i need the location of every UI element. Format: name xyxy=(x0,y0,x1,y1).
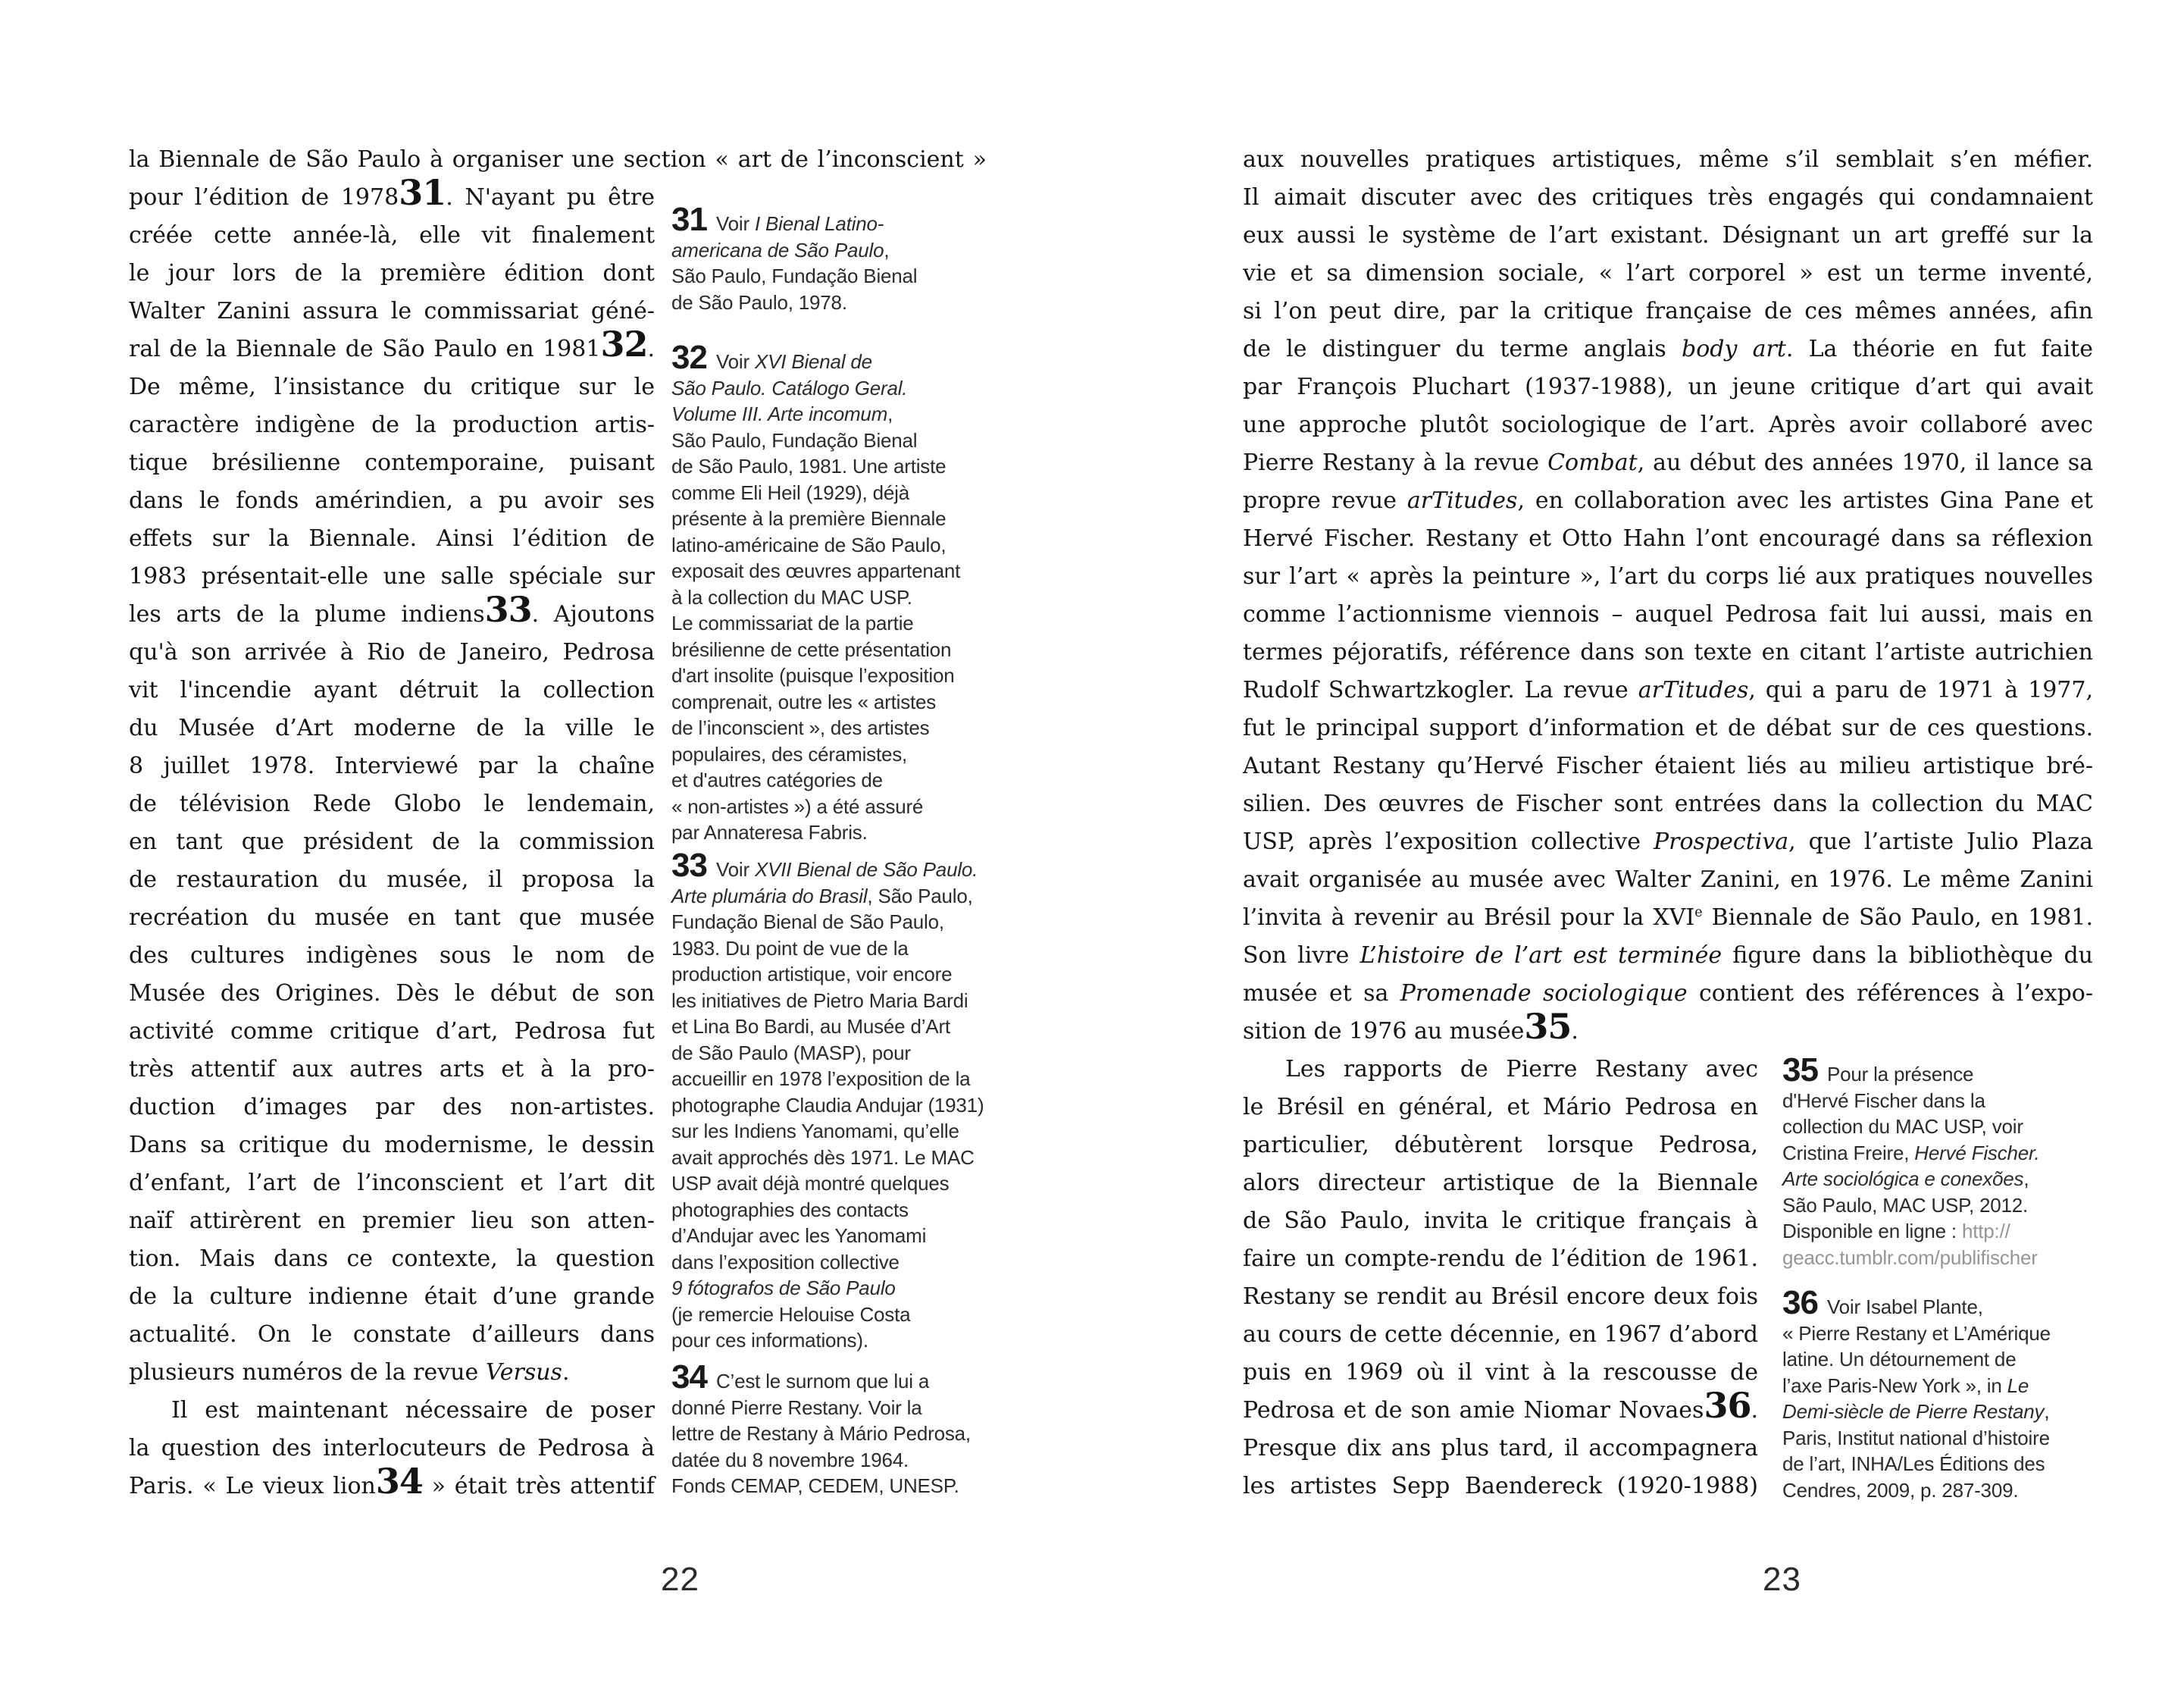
text-line: naïf attirèrent en premier lieu son atten- xyxy=(129,1208,655,1234)
text-line: sition de 1976 au musée35. xyxy=(1243,1006,1579,1047)
text-line: de São Paulo, invita le critique français à xyxy=(1243,1208,1758,1234)
footnote-line: USP avait déjà montré quelques xyxy=(671,1172,950,1195)
text-line: comme l’actionnisme viennois – auquel Pedrosa fait lui aussi, mais en xyxy=(1243,601,2093,628)
text-line: le Brésil en général, et Mário Pedrosa en xyxy=(1243,1094,1758,1120)
footnote-line: Arte plumária do Brasil, São Paulo, xyxy=(671,884,973,907)
footnote-34 xyxy=(671,1358,1020,1499)
text-line: plusieurs numéros de la revue Versus. xyxy=(129,1359,570,1386)
footnote-line: d’Andujar avec les Yanomami xyxy=(671,1224,927,1247)
footnote-line: populaires, des céramistes, xyxy=(671,742,908,766)
footnote-36 xyxy=(1782,1284,2131,1503)
text-line: Les rapports de Pierre Restany avec xyxy=(1285,1056,1758,1082)
footnote-line: datée du 8 novembre 1964. xyxy=(671,1448,909,1471)
text-line: Pierre Restany à la revue Combat, au début des années 1970, il lance sa xyxy=(1243,450,2093,476)
text-line: vit l'incendie ayant détruit la collection xyxy=(129,677,655,703)
footnote-line: avait approchés dès 1971. Le MAC xyxy=(671,1145,975,1169)
footnote-line: sur les Indiens Yanomami, qu’elle xyxy=(671,1120,959,1142)
text-line: Musée des Origines. Dès le début de son xyxy=(129,980,655,1007)
text-line: l’invita à revenir au Brésil pour la XVIe Biennale de São Paulo, en 1981. xyxy=(1243,904,2093,931)
text-line: de télévision Rede Globo le lendemain, xyxy=(129,791,655,817)
footnote-line: 32 Voir XVI Bienal de xyxy=(671,339,872,376)
footnote-number: 35 xyxy=(1782,1051,1818,1089)
footnote-line: donné Pierre Restany. Voir la xyxy=(671,1396,922,1419)
footnote-ref: 33 xyxy=(484,589,532,630)
text-line: Hervé Fischer. Restany et Otto Hahn l’ont encouragé dans sa réflexion xyxy=(1243,525,2093,552)
footnote-33 xyxy=(671,847,1020,1354)
footnote-line: de São Paulo, 1978. xyxy=(671,290,847,314)
text-line: eux aussi le système de l’art existant. Désignant un art greffé sur la xyxy=(1243,222,2093,249)
text-line: sur l’art « après la peinture », l’art du corps lié aux pratiques nouvelles xyxy=(1243,563,2093,590)
page-22-main-text-column xyxy=(129,172,656,1505)
text-line: Restany se rendit au Brésil encore deux fois xyxy=(1243,1283,1758,1310)
footnote-number: 34 xyxy=(671,1358,707,1396)
footnote-line: 35 Pour la présence xyxy=(1782,1051,1974,1089)
page-number-left: 22 xyxy=(661,1561,699,1598)
footnote-ref: 31 xyxy=(399,172,446,213)
text-line: du Musée d’Art moderne de la ville le xyxy=(129,715,655,741)
text-line: le jour lors de la première édition dont xyxy=(129,260,655,287)
footnote-line: 34 C’est le surnom que lui a xyxy=(671,1358,930,1396)
footnote-line: l’axe Paris-New York », in Le xyxy=(1782,1374,2029,1397)
footnote-line: Fundação Bienal de São Paulo, xyxy=(671,910,944,933)
footnote-line: « Pierre Restany et L’Amérique xyxy=(1782,1321,2051,1345)
text-line: de la culture indienne était d’une grande xyxy=(129,1283,655,1310)
text-line: avait organisée au musée avec Walter Zanini, en 1976. Le même Zanini xyxy=(1243,866,2093,893)
text-line: par François Pluchart (1937-1988), un jeune critique d’art qui avait xyxy=(1243,374,2093,400)
footnote-line: « non-artistes ») a été assuré xyxy=(671,794,924,818)
text-line: la question des interlocuteurs de Pedrosa à xyxy=(129,1435,655,1461)
text-line: recréation du musée en tant que musée xyxy=(129,904,655,931)
url-link: http:// xyxy=(1961,1220,2010,1242)
footnote-line: dans l’exposition collective xyxy=(671,1250,900,1273)
url-link: geacc.tumblr.com/publifischer xyxy=(1782,1245,2038,1269)
footnote-line: 9 fótografos de São Paulo xyxy=(671,1277,896,1299)
text-line: vie et sa dimension sociale, « l’art corporel » est un terme inventé, xyxy=(1243,260,2093,287)
footnote-number: 36 xyxy=(1782,1284,1818,1321)
text-line: Pedrosa et de son amie Niomar Novaes36. xyxy=(1243,1385,1758,1426)
footnote-line: pour ces informations). xyxy=(671,1329,868,1352)
text-line: créée cette année-là, elle vit finalement xyxy=(129,222,655,249)
text-line: qu'à son arrivée à Rio de Janeiro, Pedrosa xyxy=(129,639,655,666)
footnote-line: présente à la première Biennale xyxy=(671,507,947,530)
page-23-footnotes-column xyxy=(1782,0,2131,1701)
footnote-line: Volume III. Arte incomum, xyxy=(671,403,893,425)
text-line: activité comme critique d’art, Pedrosa fut xyxy=(129,1018,655,1045)
text-line: alors directeur artistique de la Biennale xyxy=(1243,1170,1758,1196)
footnote-line: Paris, Institut national d’histoire xyxy=(1782,1426,2050,1449)
text-line: Son livre L’histoire de l’art est terminée figure dans la bibliothèque du xyxy=(1243,942,2093,969)
text-line: 1983 présentait-elle une salle spéciale sur xyxy=(129,563,655,590)
footnote-32 xyxy=(671,339,1020,846)
footnote-line: latino-américaine de São Paulo, xyxy=(671,533,947,556)
footnote-line: Cendres, 2009, p. 287-309. xyxy=(1782,1478,2019,1502)
text-line: très attentif aux autres arts et à la pro- xyxy=(129,1056,655,1082)
footnote-line: exposait des œuvres appartenant xyxy=(671,559,961,582)
footnote-ref: 35 xyxy=(1524,1006,1572,1047)
footnote-line: de São Paulo, 1981. Une artiste xyxy=(671,455,947,478)
text-line: Il aimait discuter avec des critiques très engagés qui condamnaient xyxy=(1243,184,2093,211)
text-line: les artistes Sepp Baendereck (1920-1988) xyxy=(1243,1473,1758,1499)
text-line: Il est maintenant nécessaire de poser xyxy=(171,1397,655,1424)
text-line: si l’on peut dire, par la critique française de ces mêmes années, afin xyxy=(1243,298,2093,324)
footnote-line: accueillir en 1978 l’exposition de la xyxy=(671,1067,971,1090)
text-line: tion. Mais dans ce contexte, la question xyxy=(129,1245,655,1272)
footnote-line: (je remercie Helouise Costa xyxy=(671,1302,911,1326)
text-line: Autant Restany qu’Hervé Fischer étaient liés au milieu artistique bré- xyxy=(1243,753,2093,779)
text-line: en tant que président de la commission xyxy=(129,829,655,855)
page-23-main-text-column xyxy=(1243,1051,1758,1505)
footnote-line: comprenait, outre les « artistes xyxy=(671,690,937,713)
text-line: fut le principal support d’information et de débat sur de ces questions. xyxy=(1243,715,2093,741)
footnote-line: production artistique, voir encore xyxy=(671,963,953,985)
footnote-number: 32 xyxy=(671,339,707,376)
footnote-line: les initiatives de Pietro Maria Bardi xyxy=(671,988,968,1012)
footnote-ref: 34 xyxy=(375,1461,423,1502)
text-line: aux nouvelles pratiques artistiques, même s’il semblait s’en méfier. xyxy=(1243,146,2093,173)
text-line: les arts de la plume indiens33. Ajoutons xyxy=(129,589,655,630)
text-line: d’enfant, l’art de l’inconscient et l’art dit xyxy=(129,1170,655,1196)
footnote-line: et d'autres catégories de xyxy=(671,769,883,791)
footnote-line: americana de São Paulo, xyxy=(671,238,890,262)
footnote-line: São Paulo, MAC USP, 2012. xyxy=(1782,1193,2029,1217)
text-line: Dans sa critique du modernisme, le dessin xyxy=(129,1132,655,1158)
footnote-line: de l’inconscient », des artistes xyxy=(671,716,930,739)
footnote-line: São Paulo, Fundação Bienal xyxy=(671,428,918,452)
footnote-line: à la collection du MAC USP. xyxy=(671,585,912,609)
text-line: actualité. On le constate d’ailleurs dans xyxy=(129,1321,655,1348)
text-line: pour l’édition de 197831. N'ayant pu être xyxy=(129,172,655,213)
footnote-number: 33 xyxy=(671,847,707,884)
footnote-31 xyxy=(671,201,1020,315)
footnote-line: d'art insolite (puisque l’exposition xyxy=(671,664,955,687)
footnote-number: 31 xyxy=(671,201,707,238)
footnote-line: 33 Voir XVII Bienal de São Paulo. xyxy=(671,847,978,884)
text-line: tique brésilienne contemporaine, puisant xyxy=(129,450,655,476)
text-line: Presque dix ans plus tard, il accompagnera xyxy=(1243,1435,1758,1461)
text-line: Paris. « Le vieux lion34 » était très attentif xyxy=(129,1461,656,1502)
footnote-line: comme Eli Heil (1929), déjà xyxy=(671,481,909,504)
footnote-line: latine. Un détournement de xyxy=(1782,1348,2017,1371)
footnote-line: Fonds CEMAP, CEDEM, UNESP. xyxy=(671,1474,959,1497)
footnote-line: par Annateresa Fabris. xyxy=(671,821,868,844)
text-line: duction d’images par des non-artistes. xyxy=(129,1094,655,1120)
footnote-line: collection du MAC USP, voir xyxy=(1782,1115,2023,1138)
text-line: dans le fonds amérindien, a pu avoir ses xyxy=(129,487,655,514)
footnote-line: photographe Claudia Andujar (1931) xyxy=(671,1093,984,1117)
text-line: puis en 1969 où il vint à la rescousse de xyxy=(1243,1359,1758,1386)
footnote-line: Le commissariat de la partie xyxy=(671,612,914,634)
footnote-line: São Paulo, Fundação Bienal xyxy=(671,265,918,287)
footnote-ref: 36 xyxy=(1704,1385,1751,1426)
footnote-line: Disponible en ligne : http:// xyxy=(1782,1220,2010,1242)
footnote-line: de l’art, INHA/Les Éditions des xyxy=(1782,1452,2045,1475)
text-line: Walter Zanini assura le commissariat géné- xyxy=(129,298,655,324)
footnote-line: Cristina Freire, Hervé Fischer. xyxy=(1782,1141,2040,1164)
footnote-line: brésilienne de cette présentation xyxy=(671,637,952,661)
footnote-line: lettre de Restany à Mário Pedrosa, xyxy=(671,1422,971,1445)
text-line: Rudolf Schwartzkogler. La revue arTitudes, qui a paru de 1971 à 1977, xyxy=(1243,677,2093,703)
text-line: effets sur la Biennale. Ainsi l’édition de xyxy=(129,525,655,552)
text-line: faire un compte-rendu de l’édition de 1961. xyxy=(1243,1245,1758,1272)
footnote-line: 36 Voir Isabel Plante, xyxy=(1782,1284,1983,1321)
text-line: caractère indigène de la production artis- xyxy=(129,412,655,438)
text-line: musée et sa Promenade sociologique contient des références à l’expo- xyxy=(1243,980,2094,1007)
footnote-line: et Lina Bo Bardi, au Musée d’Art xyxy=(671,1015,950,1038)
text-line: De même, l’insistance du critique sur le xyxy=(129,374,655,400)
footnote-ref: 32 xyxy=(600,324,648,365)
text-line: 8 juillet 1978. Interviewé par la chaîne xyxy=(129,753,655,779)
text-line: particulier, débutèrent lorsque Pedrosa, xyxy=(1243,1132,1758,1158)
page-number-right: 23 xyxy=(1763,1561,1801,1598)
footnote-line: Arte sociológica e conexões, xyxy=(1782,1167,2029,1190)
text-line: une approche plutôt sociologique de l’art. Après avoir collaboré avec xyxy=(1243,412,2093,438)
text-line: USP, après l’exposition collective Prospectiva, que l’artiste Julio Plaza xyxy=(1243,829,2093,855)
text-line: termes péjoratifs, référence dans son texte en citant l’artiste autrichien xyxy=(1243,639,2093,666)
text-line: de le distinguer du terme anglais body art. La théorie en fut faite xyxy=(1243,336,2093,362)
footnote-line xyxy=(1782,1245,2131,1271)
footnote-line: 1983. Du point de vue de la xyxy=(671,936,909,960)
text-line: propre revue arTitudes, en collaboration avec les artistes Gina Pane et xyxy=(1243,487,2093,514)
footnote-line: 31 Voir I Bienal Latino- xyxy=(671,201,884,238)
footnote-line: d'Hervé Fischer dans la xyxy=(1782,1089,1985,1112)
page-22-footnotes-column xyxy=(671,0,1020,1701)
text-line: ral de la Biennale de São Paulo en 198132. xyxy=(129,324,655,365)
text-line: silien. Des œuvres de Fischer sont entrées dans la collection du MAC xyxy=(1243,791,2093,817)
footnote-35 xyxy=(1782,1051,2131,1270)
footnote-line: de São Paulo (MASP), pour xyxy=(671,1041,911,1064)
text-line: de restauration du musée, il proposa la xyxy=(129,866,655,893)
text-line: au cours de cette décennie, en 1967 d’abord xyxy=(1243,1321,1758,1348)
text-line: la Biennale de São Paulo à organiser une section « art de l’inconscient » xyxy=(129,146,987,173)
footnote-line: Demi-siècle de Pierre Restany, xyxy=(1782,1400,2050,1423)
text-line: des cultures indigènes sous le nom de xyxy=(129,942,655,969)
footnote-line: São Paulo. Catálogo Geral. xyxy=(671,376,908,399)
footnote-line: photographies des contacts xyxy=(671,1198,909,1221)
